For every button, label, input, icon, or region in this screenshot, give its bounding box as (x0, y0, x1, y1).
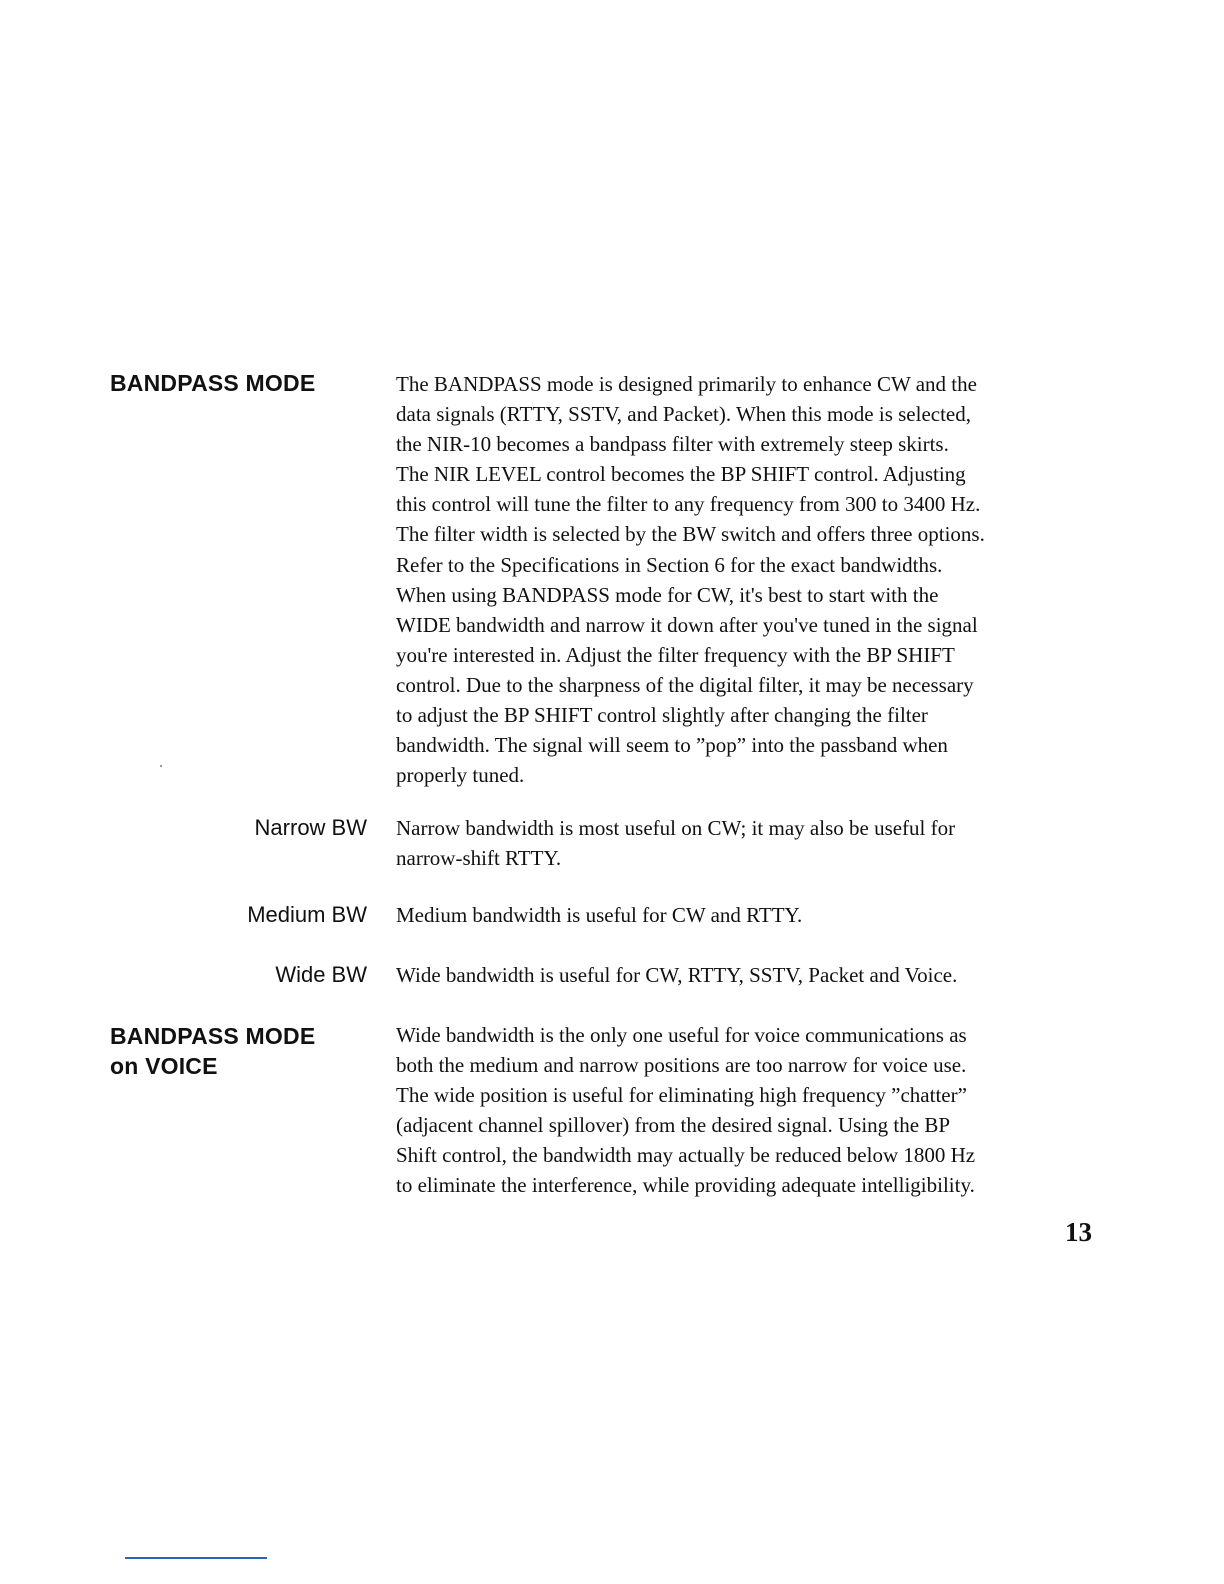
text-line: Wide bandwidth is the only one useful for voice communications as (396, 1023, 967, 1047)
text-line: this control will tune the filter to any frequency from 300 to 3400 Hz. (396, 492, 981, 517)
paragraph-wide-bw (396, 960, 1096, 990)
heading-line: BANDPASS MODE (110, 370, 316, 396)
paragraph-bandpass-mode (396, 369, 1096, 790)
heading-line: Medium BW (247, 902, 367, 927)
text-line: the NIR-10 becomes a bandpass filter with extremely steep skirts. (396, 432, 949, 457)
paragraph-narrow-bw (396, 813, 1096, 873)
heading-line: BANDPASS MODE (110, 1023, 316, 1049)
subheading-medium-bw (247, 900, 367, 930)
heading-line: Wide BW (275, 962, 367, 987)
heading-line: on VOICE (110, 1053, 218, 1079)
text-line: Medium bandwidth is useful for CW and RTTY. (396, 903, 803, 927)
text-line: The wide position is useful for eliminating high frequency ”chatter” (396, 1083, 967, 1108)
text-line: control. Due to the sharpness of the digital filter, it may be necessary (396, 672, 974, 697)
paragraph-medium-bw (396, 900, 1096, 930)
text-line: properly tuned. (396, 763, 525, 788)
paragraph-bandpass-on-voice (396, 1020, 1096, 1201)
text-line: to adjust the BP SHIFT control slightly after changing the filter (396, 703, 928, 728)
text-line: Shift control, the bandwidth may actually be reduced below 1800 Hz (396, 1143, 976, 1168)
heading-line: Narrow BW (254, 815, 367, 840)
text-line: both the medium and narrow positions are too narrow for voice use. (396, 1053, 967, 1078)
subheading-narrow-bw (255, 813, 367, 843)
text-line: you're interested in. Adjust the filter frequency with the BP SHIFT (396, 642, 955, 667)
text-line: bandwidth. The signal will seem to ”pop” into the passband when (396, 733, 948, 758)
text-line: Narrow bandwidth is most useful on CW; it may also be useful for (396, 816, 956, 840)
text-line: narrow-shift RTTY. (396, 846, 562, 871)
subheading-wide-bw (275, 960, 367, 990)
text-line: When using BANDPASS mode for CW, it's best to start with the (396, 582, 939, 607)
text-line: The BANDPASS mode is designed primarily to enhance CW and the (396, 372, 977, 396)
page-number: 13 (1065, 1217, 1092, 1247)
section-heading-bandpass-on-voice (110, 1021, 360, 1081)
text-line: Wide bandwidth is useful for CW, RTTY, SSTV, Packet and Voice. (396, 963, 958, 987)
text-line: (adjacent channel spillover) from the desired signal. Using the BP (396, 1113, 951, 1138)
bottom-rule (125, 1557, 267, 1559)
text-line: WIDE bandwidth and narrow it down after you've tuned in the signal (396, 612, 978, 637)
text-line: Refer to the Specifications in Section 6 for the exact bandwidths. (396, 552, 943, 577)
scan-speck (160, 765, 162, 767)
text-line: data signals (RTTY, SSTV, and Packet). When this mode is selected, (396, 402, 971, 427)
section-heading-bandpass-mode (110, 368, 360, 398)
text-line: to eliminate the interference, while providing adequate intelligibility. (396, 1173, 975, 1198)
text-line: The NIR LEVEL control becomes the BP SHIFT control. Adjusting (396, 462, 966, 487)
text-line: The filter width is selected by the BW switch and offers three options. (396, 522, 985, 547)
